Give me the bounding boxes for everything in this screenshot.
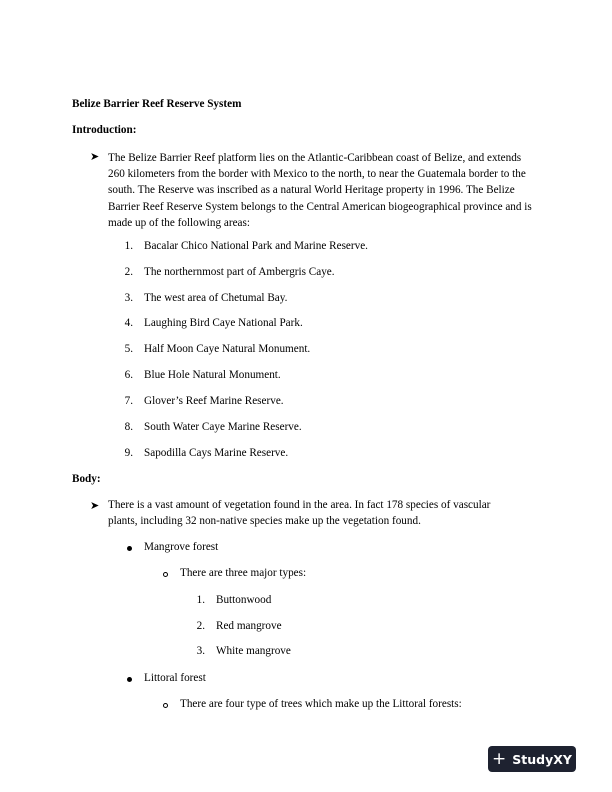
list-number: 6. xyxy=(124,369,133,381)
mangrove-sub: There are three major types: xyxy=(180,567,307,579)
list-text: Half Moon Caye Natural Monument. xyxy=(144,343,311,355)
list-number: 5. xyxy=(124,343,133,355)
plus-icon: + xyxy=(492,748,507,769)
arrow-bullet-icon: ➤ xyxy=(90,151,100,163)
littoral-label: Littoral forest xyxy=(144,672,206,684)
document-title: Belize Barrier Reef Reserve System xyxy=(72,98,242,110)
bullet-circle-icon xyxy=(163,572,168,577)
list-number: 3. xyxy=(196,645,205,657)
list-text: The west area of Chetumal Bay. xyxy=(144,292,288,304)
body-heading: Body: xyxy=(72,473,101,485)
arrow-bullet-icon: ➤ xyxy=(90,500,100,512)
introduction-heading: Introduction: xyxy=(72,124,137,136)
list-number: 1. xyxy=(196,594,205,606)
list-number: 2. xyxy=(124,266,133,278)
body-line-2: plants, including 32 non-native species make up the vegetation found. xyxy=(108,515,421,527)
bullet-dot-icon xyxy=(127,677,132,682)
list-number: 3. xyxy=(124,292,133,304)
littoral-sub: There are four type of trees which make up the Littoral forests: xyxy=(180,698,462,710)
list-number: 9. xyxy=(124,447,133,459)
list-text: Glover’s Reef Marine Reserve. xyxy=(144,395,284,407)
body-line-1: There is a vast amount of vegetation found in the area. In fact 178 species of vascular xyxy=(108,499,491,511)
list-text: The northernmost part of Ambergris Caye. xyxy=(144,266,335,278)
intro-paragraph: The Belize Barrier Reef platform lies on the Atlantic-Caribbean coast of Belize, and extends 260 kilometers from the border with Mexico to the north, to near the Guatemala border to the south. The Reserve was inscribed as a natural World Heritage property in 1996. The Belize Barrier Reef Reserve System belongs to the Central American biogeographical province and is made up of the following areas: xyxy=(108,152,532,229)
list-text: Blue Hole Natural Monument. xyxy=(144,369,281,381)
list-text: South Water Caye Marine Reserve. xyxy=(144,421,302,433)
bullet-circle-icon xyxy=(163,703,168,708)
list-number: 2. xyxy=(196,620,205,632)
list-number: 8. xyxy=(124,421,133,433)
list-text: Red mangrove xyxy=(216,620,282,632)
list-text: White mangrove xyxy=(216,645,291,657)
list-text: Sapodilla Cays Marine Reserve. xyxy=(144,447,289,459)
list-text: Bacalar Chico National Park and Marine Reserve. xyxy=(144,240,368,252)
list-number: 4. xyxy=(124,317,133,329)
badge-brand: StudyXY xyxy=(512,751,572,767)
list-text: Buttonwood xyxy=(216,594,272,606)
list-number: 1. xyxy=(124,240,133,252)
bullet-dot-icon xyxy=(127,546,132,551)
list-number: 7. xyxy=(124,395,133,407)
studyxy-badge[interactable] xyxy=(488,746,576,772)
list-text: Laughing Bird Caye National Park. xyxy=(144,317,303,329)
mangrove-label: Mangrove forest xyxy=(144,541,219,553)
